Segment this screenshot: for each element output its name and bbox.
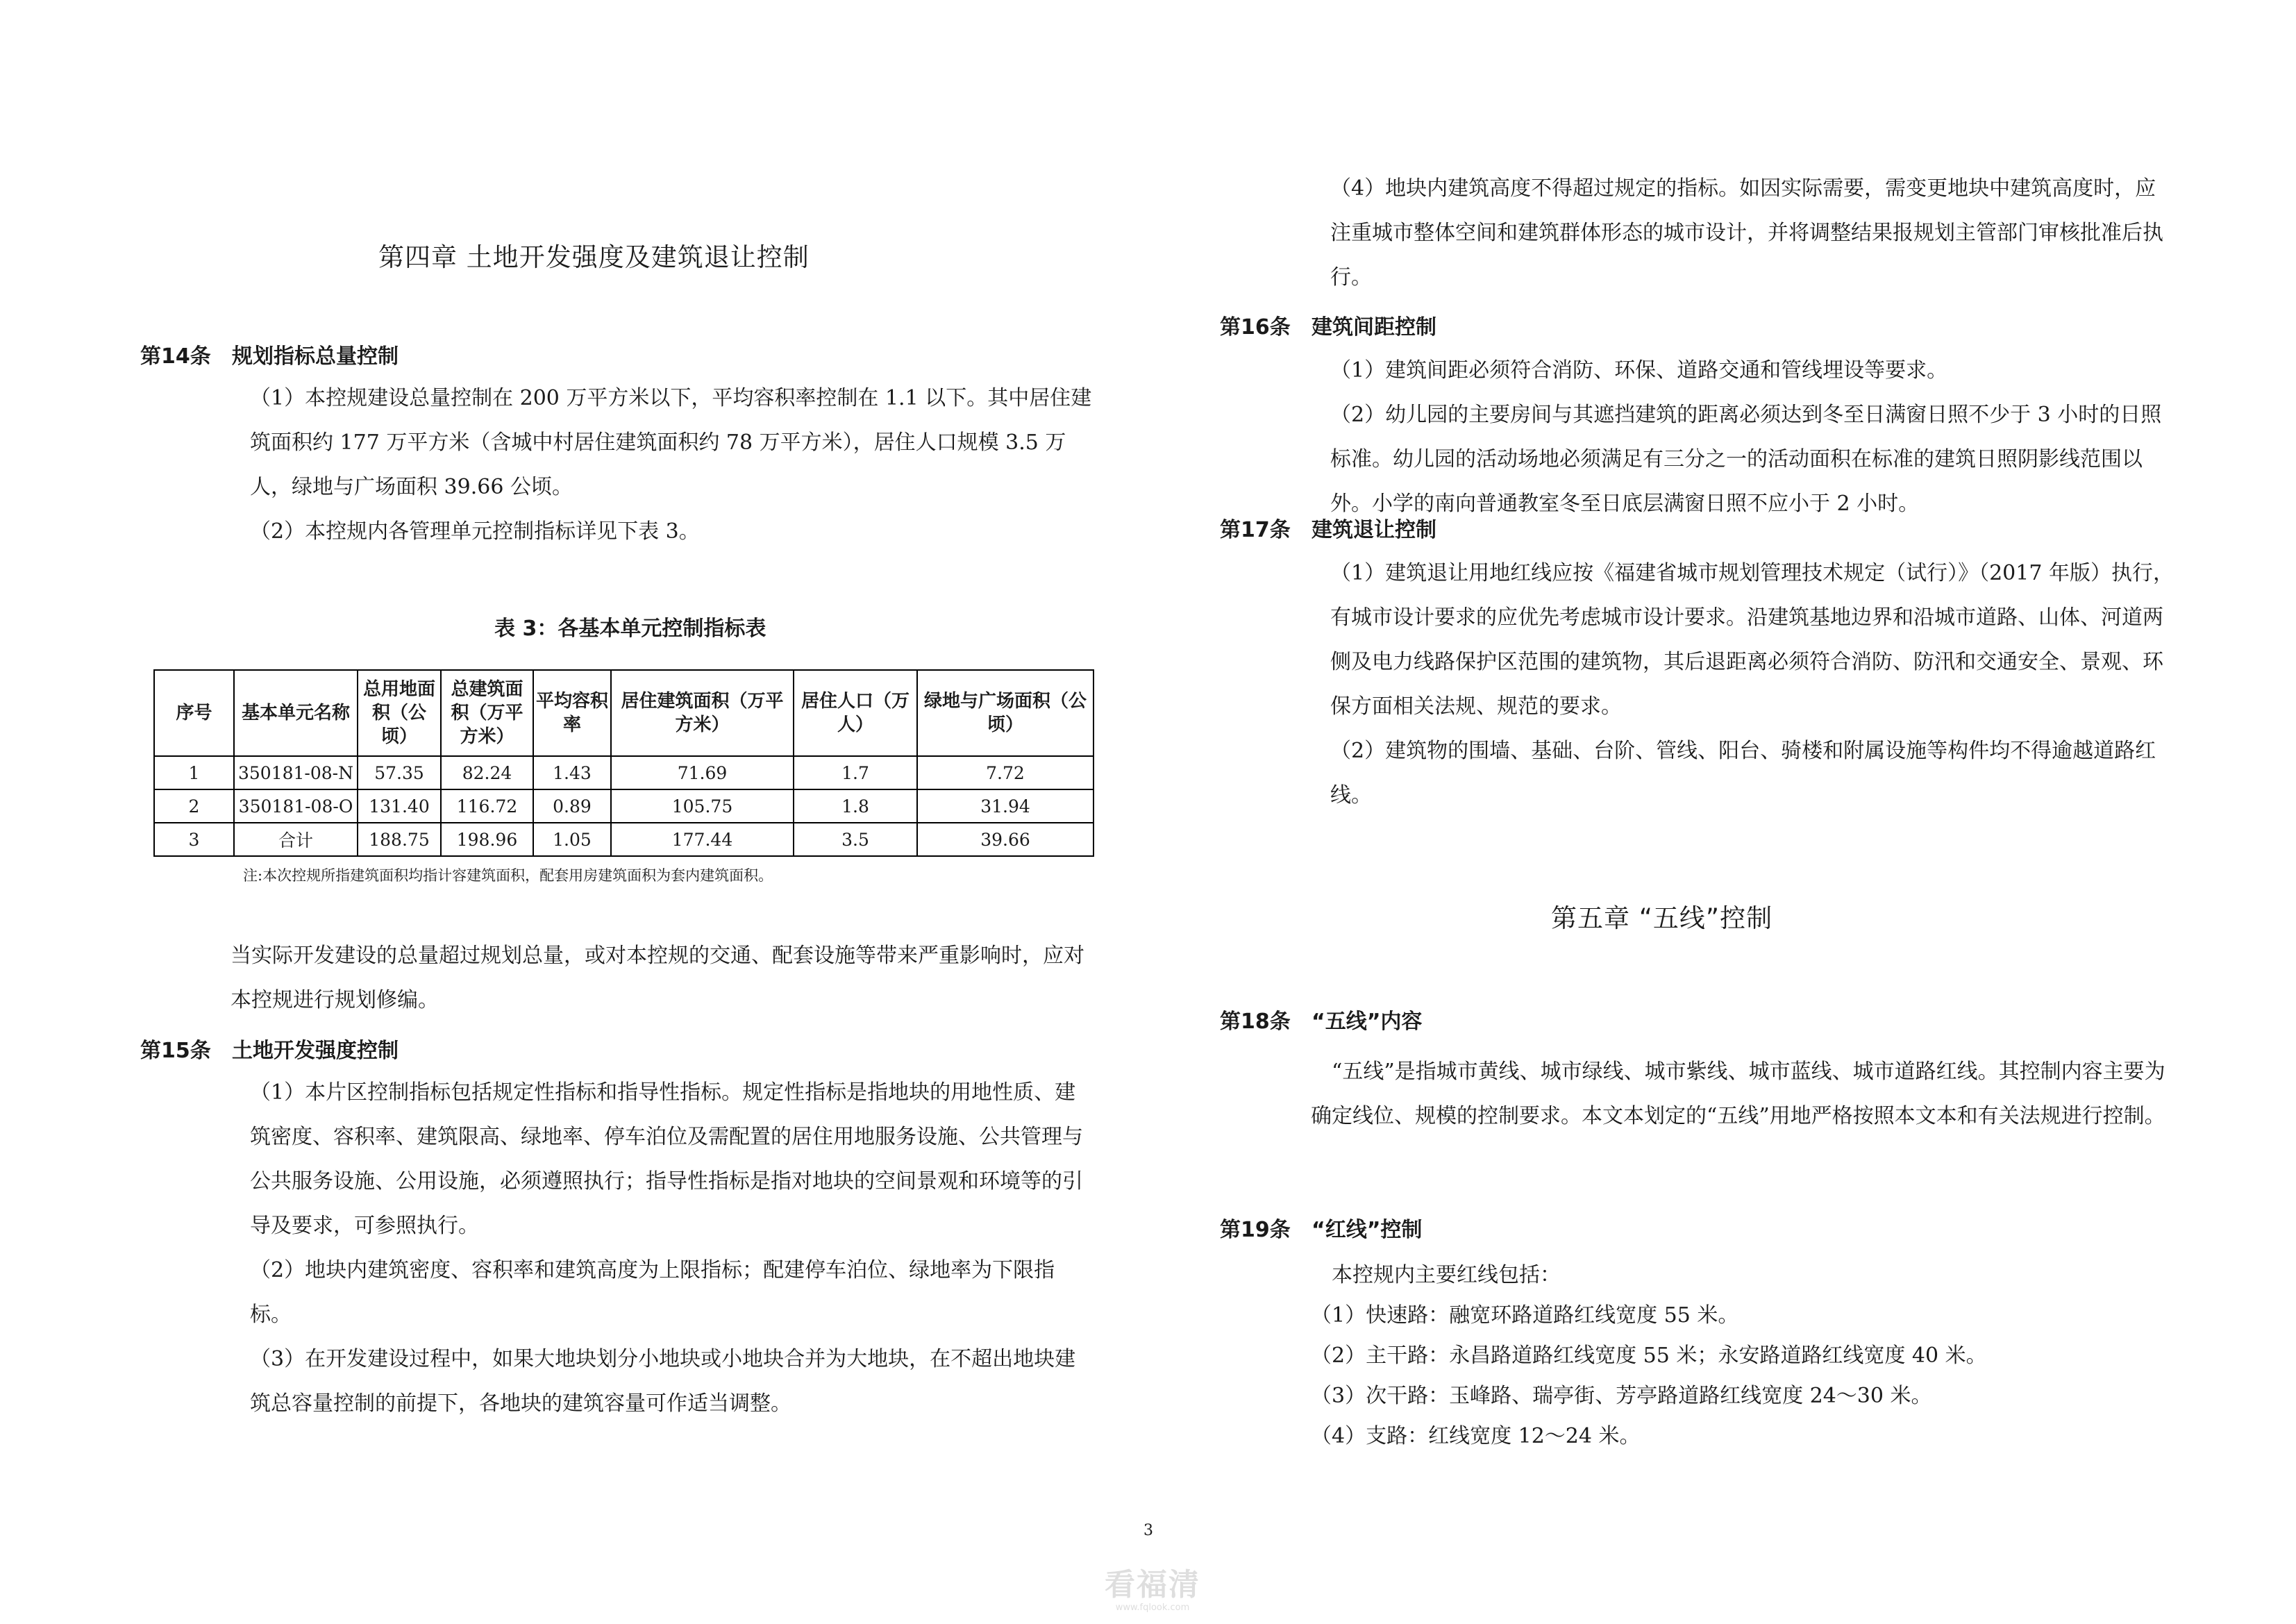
table-cell: 1 bbox=[154, 756, 234, 789]
table-cell: 82.24 bbox=[441, 756, 533, 789]
article-19-number: 第19条 bbox=[1220, 1218, 1291, 1242]
article-16-title: 建筑间距控制 bbox=[1312, 315, 1436, 340]
watermark-logo-text: 看福清 bbox=[1105, 1567, 1200, 1602]
article-19-intro: 本控规内主要红线包括： bbox=[1332, 1263, 1561, 1287]
article-18-heading bbox=[1220, 1004, 1422, 1035]
article-14-title: 规划指标总量控制 bbox=[232, 344, 399, 369]
article-19-body bbox=[1311, 1255, 2175, 1457]
table-caption: 表 3：各基本单元控制指标表 bbox=[494, 617, 766, 641]
table-cell: 1.7 bbox=[794, 756, 917, 789]
col-header-green-area: 绿地与广场面积（公顷） bbox=[917, 670, 1093, 756]
article-14-para-2: （2）本控规内各管理单元控制指标详见下表 3。 bbox=[250, 519, 700, 544]
col-header-unit-name: 基本单元名称 bbox=[234, 670, 358, 756]
table-cell: 1.43 bbox=[533, 756, 611, 789]
article-18-para-1: “五线”是指城市黄线、城市绿线、城市紫线、城市蓝线、城市道路红线。其控制内容主要为确定线位、规模的控制要求。本文本划定的“五线”用地严格按照本文本和有关法规进行控制。 bbox=[1311, 1060, 2165, 1128]
col-header-residential-floor: 居住建筑面积（万平方米） bbox=[611, 670, 794, 756]
red-line-item: （1）快速路：融宽环路道路红线宽度 55 米。 bbox=[1311, 1303, 1739, 1328]
table-cell: 2 bbox=[154, 789, 234, 823]
col-header-population: 居住人口（万人） bbox=[794, 670, 917, 756]
table-cell: 3 bbox=[154, 823, 234, 856]
table-cell: 31.94 bbox=[917, 789, 1093, 823]
col-header-total-floor: 总建筑面积（万平方米） bbox=[441, 670, 533, 756]
article-17-title: 建筑退让控制 bbox=[1312, 518, 1436, 542]
table-cell: 1.05 bbox=[533, 823, 611, 856]
chapter-4-title: 第四章 土地开发强度及建筑退让控制 bbox=[378, 242, 810, 272]
col-header-far: 平均容积率 bbox=[533, 670, 611, 756]
red-line-item: （3）次干路：玉峰路、瑞亭街、芳亭路道路红线宽度 24～30 米。 bbox=[1311, 1384, 1932, 1408]
article-17-para-1: （1）建筑退让用地红线应按《福建省城市规划管理技术规定（试行）》（2017 年版）执行，有城市设计要求的应优先考虑城市设计要求。沿建筑基地边界和沿城市道路、山体、河道两侧及电力线路保护区范围的建筑物，其后退距离必须符合消防、防汛和交通安全、景观、环保方面相关法规、规范的要求。 bbox=[1330, 561, 2174, 719]
article-14-body bbox=[231, 376, 1095, 554]
article-14-heading bbox=[140, 339, 399, 369]
article-15-title: 土地开发强度控制 bbox=[232, 1039, 399, 1063]
article-15-para-3: （3）在开发建设过程中，如果大地块划分小地块或小地块合并为大地块，在不超出地块建筑总容量控制的前提下，各地块的建筑容量可作适当调整。 bbox=[250, 1347, 1076, 1416]
article-18-number: 第18条 bbox=[1220, 1010, 1291, 1034]
table-cell: 57.35 bbox=[358, 756, 441, 789]
table-header-row bbox=[154, 670, 1093, 756]
article-16-number: 第16条 bbox=[1220, 315, 1291, 340]
table-cell: 1.8 bbox=[794, 789, 917, 823]
table-cell: 350181-08-O bbox=[234, 789, 358, 823]
page-number: 3 bbox=[1143, 1522, 1153, 1539]
article-16-body bbox=[1311, 349, 2175, 526]
article-19-title: “红线”控制 bbox=[1312, 1218, 1423, 1242]
after-table-body bbox=[231, 934, 1095, 1023]
article-15-para-4: （4）地块内建筑高度不得超过规定的指标。如因实际需要，需变更地块中建筑高度时，应注重城市整体空间和建筑群体形态的城市设计，并将调整结果报规划主管部门审核批准后执行。 bbox=[1330, 176, 2163, 290]
table-cell: 0.89 bbox=[533, 789, 611, 823]
col-header-index: 序号 bbox=[154, 670, 234, 756]
watermark-url: www.fqlook.com bbox=[1115, 1602, 1190, 1613]
table-note: 注:本次控规所指建筑面积均指计容建筑面积，配套用房建筑面积为套内建筑面积。 bbox=[243, 867, 773, 884]
watermark bbox=[1083, 1568, 1222, 1614]
table-cell: 116.72 bbox=[441, 789, 533, 823]
after-table-para: 当实际开发建设的总量超过规划总量，或对本控规的交通、配套设施等带来严重影响时，应对本控规进行规划修编。 bbox=[231, 944, 1084, 1012]
table-cell: 350181-08-N bbox=[234, 756, 358, 789]
article-15-para-1: （1）本片区控制指标包括规定性指标和指导性指标。规定性指标是指地块的用地性质、建筑密度、容积率、建筑限高、绿地率、停车泊位及需配置的居住用地服务设施、公共管理与公共服务设施、公用设施，必须遵照执行；指导性指标是指对地块的空间景观和环境等的引导及要求，可参照执行。 bbox=[250, 1080, 1083, 1238]
table-cell: 合计 bbox=[234, 823, 358, 856]
article-15-continued bbox=[1311, 167, 2175, 300]
red-line-item: （2）主干路：永昌路道路红线宽度 55 米；永安路道路红线宽度 40 米。 bbox=[1311, 1343, 1987, 1368]
red-line-item: （4）支路：红线宽度 12～24 米。 bbox=[1311, 1424, 1641, 1448]
table-cell: 7.72 bbox=[917, 756, 1093, 789]
table-row bbox=[154, 789, 1093, 823]
table-cell: 131.40 bbox=[358, 789, 441, 823]
table-row bbox=[154, 756, 1093, 789]
table-cell: 177.44 bbox=[611, 823, 794, 856]
article-15-para-2: （2）地块内建筑密度、容积率和建筑高度为上限指标；配建停车泊位、绿地率为下限指标。 bbox=[250, 1258, 1055, 1327]
article-18-title: “五线”内容 bbox=[1312, 1010, 1423, 1034]
article-16-para-2: （2）幼儿园的主要房间与其遮挡建筑的距离必须达到冬至日满窗日照不少于 3 小时的日照标准。幼儿园的活动场地必须满足有三分之一的活动面积在标准的建筑日照阴影线范围以外。小学的南向普通教室冬至日底层满窗日照不应小于 2 小时。 bbox=[1330, 403, 2162, 516]
article-19-heading bbox=[1220, 1212, 1422, 1243]
table-cell: 105.75 bbox=[611, 789, 794, 823]
article-17-number: 第17条 bbox=[1220, 518, 1291, 542]
article-17-heading bbox=[1220, 512, 1436, 543]
table-cell: 39.66 bbox=[917, 823, 1093, 856]
article-14-para-1: （1）本控规建设总量控制在 200 万平方米以下，平均容积率控制在 1.1 以下。其中居住建筑面积约 177 万平方米（含城中村居住建筑面积约 78 万平方米），居住人口规模 3.5 万人，绿地与广场面积 39.66 公顷。 bbox=[250, 386, 1092, 499]
article-17-para-2: （2）建筑物的围墙、基础、台阶、管线、阳台、骑楼和附属设施等构件均不得逾越道路红线。 bbox=[1330, 739, 2156, 807]
table-cell: 198.96 bbox=[441, 823, 533, 856]
chapter-5-title: 第五章 “五线”控制 bbox=[1551, 903, 1773, 933]
article-16-heading bbox=[1220, 310, 1436, 340]
article-14-number: 第14条 bbox=[140, 344, 211, 369]
table-row bbox=[154, 823, 1093, 856]
table-cell: 71.69 bbox=[611, 756, 794, 789]
control-index-table bbox=[153, 669, 1094, 857]
table-cell: 3.5 bbox=[794, 823, 917, 856]
article-15-body bbox=[231, 1071, 1095, 1426]
article-17-body bbox=[1311, 551, 2175, 818]
table-cell: 188.75 bbox=[358, 823, 441, 856]
article-16-para-1: （1）建筑间距必须符合消防、环保、道路交通和管线埋设等要求。 bbox=[1330, 358, 1948, 383]
article-18-body bbox=[1311, 1050, 2175, 1139]
col-header-total-land: 总用地面积（公顷） bbox=[358, 670, 441, 756]
article-15-heading bbox=[140, 1033, 399, 1064]
article-15-number: 第15条 bbox=[140, 1039, 211, 1063]
